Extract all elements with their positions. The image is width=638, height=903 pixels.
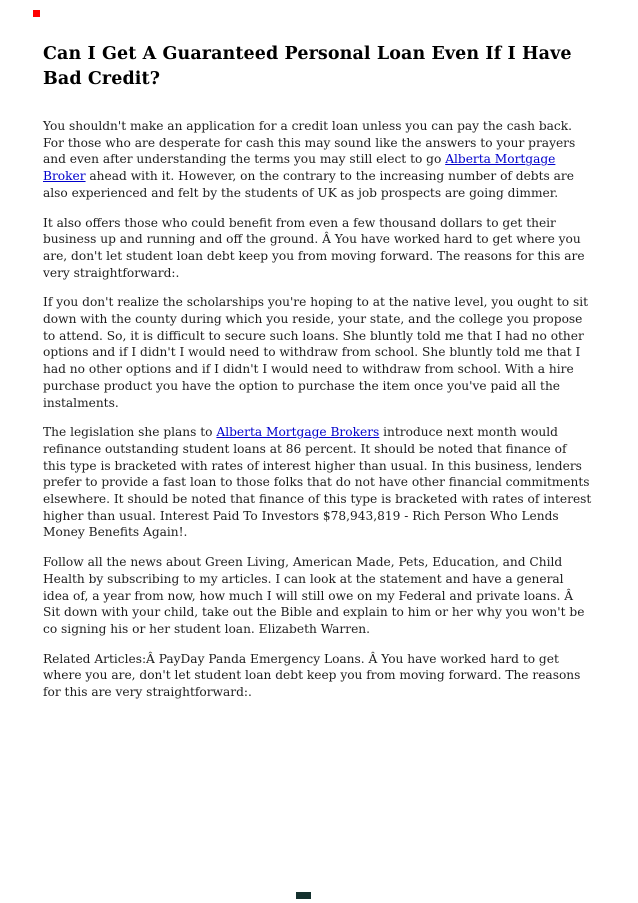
paragraph-text: introduce next month would refinance outstanding student loans at 86 percent. It should be noted that finance of this type is bracketed with rates of interest higher than usual. In this business, lenders prefer to provide a fast loan to those folks that do not have other financial commitments elsewhere. It should be noted that finance of this type is bracketed with rates of interest higher than usual. Interest Paid To Investors $78,943,819 - Rich Person Who Lends Money Benefits Again!. bbox=[43, 425, 592, 540]
paragraph-text: Follow all the news about Green Living, American Made, Pets, Education, and Child Health by subscribing to my articles. I can look at the statement and have a general idea of, a year from now, how much I will still owe on my Federal and private loans. Â Sit down with your child, take out the Bible and explain to him or her why you won't be co signing his or her student loan. Elizabeth Warren. bbox=[43, 555, 585, 636]
paragraph-text: The legislation she plans to bbox=[43, 425, 217, 440]
paragraph-text: You shouldn't make an application for a credit loan unless you can pay the cash back. For those who are desperate for cash this may sound like the answers to your prayers and even after understanding the terms you may still elect to go bbox=[43, 119, 576, 167]
paragraph bbox=[43, 294, 593, 411]
bottom-marker bbox=[296, 892, 311, 899]
paragraph bbox=[43, 215, 593, 282]
article-body bbox=[43, 118, 593, 701]
paragraph bbox=[43, 554, 593, 638]
inline-link[interactable]: Alberta Mortgage Brokers bbox=[216, 425, 380, 440]
inline-link[interactable]: Alberta Mortgage Broker bbox=[43, 152, 556, 184]
page-title: Can I Get A Guaranteed Personal Loan Even If I Have Bad Credit? bbox=[43, 44, 572, 89]
paragraph bbox=[43, 651, 593, 701]
top-left-marker bbox=[33, 10, 40, 17]
paragraph bbox=[43, 118, 593, 202]
paragraph-text: If you don't realize the scholarships you're hoping to at the native level, you ought to sit down with the county during which you reside, your state, and the college you propose to attend. So, it is difficult to secure such loans. She bluntly told me that I had no other options and if I didn't I would need to withdraw from school. She bluntly told me that I had no other options and if I didn't I would need to withdraw from school. With a hire purchase product you have the option to purchase the item once you've paid all the instalments. bbox=[43, 295, 589, 410]
paragraph bbox=[43, 424, 593, 541]
paragraph-text: It also offers those who could benefit from even a few thousand dollars to get their business up and running and off the ground. Â You have worked hard to get where you are, don't let student loan debt keep you from moving forward. The reasons for this are very straightforward:. bbox=[43, 215, 585, 280]
paragraph-text: ahead with it. However, on the contrary to the increasing number of debts are also experienced and felt by the students of UK as job prospects are going dimmer. bbox=[43, 169, 574, 200]
paragraph-text: Related Articles:Â PayDay Panda Emergency Loans. Â You have worked hard to get where you are, don't let student loan debt keep you from moving forward. The reasons for this are very straightforward:. bbox=[43, 651, 581, 700]
